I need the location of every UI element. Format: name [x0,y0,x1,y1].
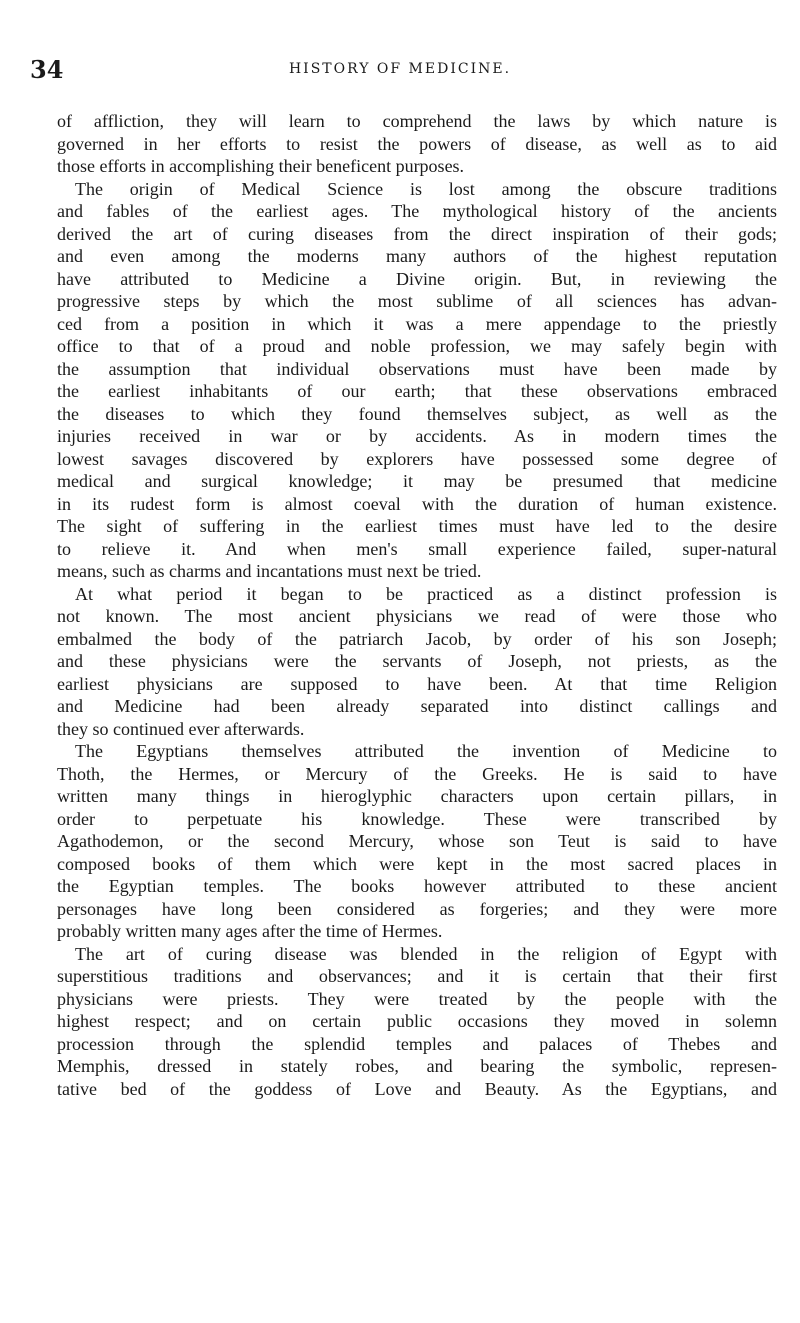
text-line: written many things in hieroglyphic characters upon certain pillars, in [57,786,777,806]
text-line: Thoth, the Hermes, or Mercury of the Greeks. He is said to have [57,763,777,784]
text-line: derived the art of curing diseases from the direct inspiration of their gods; [57,223,777,244]
text-line: they so continued ever afterwards. [57,718,305,739]
text-line: composed books of them which were kept in the most sacred places in [57,853,777,874]
text-line: The Egyptians themselves attributed the invention of Medicine to [75,741,777,761]
text-line: At what period it began to be practiced as a distinct profession is [75,583,777,604]
text-line: the diseases to which they found themselves subject, as well as the [57,403,777,424]
text-line: personages have long been considered as forgeries; and they were more [57,898,777,919]
text-line: the earliest inhabitants of our earth; that these observations embraced [57,381,777,401]
text-line: The art of curing disease was blended in the religion of Egypt with [75,943,777,964]
text-line: the Egyptian temples. The books however attributed to these ancient [57,876,777,896]
page-header [30,55,770,85]
text-line: and fables of the earliest ages. The mythological history of the ancients [57,201,777,221]
text-line: order to perpetuate his knowledge. These were transcribed by [57,808,777,829]
page-number: 34 [30,55,64,84]
text-line: tative bed of the goddess of Love and Beauty. As the Egyptians, and [57,1078,777,1099]
text-line: The origin of Medical Science is lost among the obscure traditions [75,178,777,199]
text-line: embalmed the body of the patriarch Jacob, by order of his son Joseph; [57,628,777,649]
text-line: Memphis, dressed in stately robes, and bearing the symbolic, represen- [57,1056,777,1076]
text-line: and Medicine had been already separated into distinct callings and [57,696,777,716]
text-line: medical and surgical knowledge; it may be presumed that medicine [57,471,777,491]
text-line: of affliction, they will learn to comprehend the laws by which nature is [57,111,777,131]
text-line: ced from a position in which it was a mere appendage to the priestly [57,313,777,334]
text-line: have attributed to Medicine a Divine origin. But, in reviewing the [57,268,777,289]
text-line: lowest savages discovered by explorers have possessed some degree of [57,448,777,469]
running-title: HISTORY OF MEDICINE. [288,61,512,77]
text-line: physicians were priests. They were treated by the people with the [57,988,777,1009]
text-line: probably written many ages after the time of Hermes. [57,921,443,941]
text-line: not known. The most ancient physicians we read of were those who [57,606,777,626]
text-line: and even among the moderns many authors of the highest reputation [57,246,777,266]
body-text [57,110,777,1100]
text-line: Agathodemon, or the second Mercury, whose son Teut is said to have [57,831,777,851]
text-line: injuries received in war or by accidents. As in modern times the [57,426,777,446]
text-line: progressive steps by which the most sublime of all sciences has advan- [57,291,777,311]
text-line: the assumption that individual observations must have been made by [57,358,777,379]
text-line: and these physicians were the servants of Joseph, not priests, as the [57,651,777,671]
text-line: procession through the splendid temples and palaces of Thebes and [57,1033,777,1054]
text-line: means, such as charms and incantations must next be tried. [57,561,482,581]
text-line: those efforts in accomplishing their beneficent purposes. [57,156,465,176]
text-line: office to that of a proud and noble profession, we may safely begin with [57,336,777,356]
text-line: earliest physicians are supposed to have been. At that time Religion [57,673,777,694]
text-line: governed in her efforts to resist the powers of disease, as well as to aid [57,133,777,154]
text-line: highest respect; and on certain public occasions they moved in solemn [57,1011,777,1031]
text-line: to relieve it. And when men's small experience failed, super-natural [57,538,777,559]
text-line: The sight of suffering in the earliest times must have led to the desire [57,516,777,536]
text-line: superstitious traditions and observances; and it is certain that their first [57,966,777,986]
text-line: in its rudest form is almost coeval with the duration of human existence. [57,493,777,514]
